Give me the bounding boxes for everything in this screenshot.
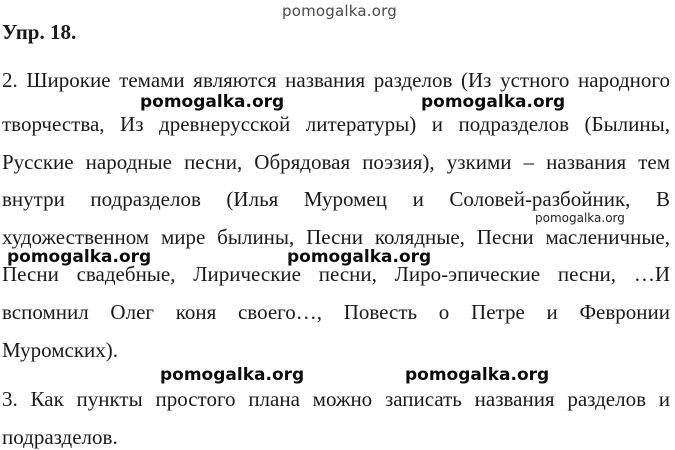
watermark-top: pomogalka.org bbox=[282, 2, 397, 20]
paragraph-2-line-1: 2. Широкие темами являются названия разделов (Из устного народного bbox=[2, 68, 670, 92]
paragraph-3-line-1: 3. Как пункты простого плана можно записать названия разделов и bbox=[2, 387, 670, 411]
watermark-left-1: pomogalka.org bbox=[140, 92, 285, 112]
paragraph-2-line-5: художественном мире былины, Песни колядные, Песни масленичные, bbox=[2, 225, 670, 249]
paragraph-2-line-4: внутри подразделов (Илья Муромец и Соловей-разбойник, В bbox=[2, 187, 670, 211]
watermark-right-1: pomogalka.org bbox=[421, 92, 566, 112]
exercise-heading: Упр. 18. bbox=[2, 20, 77, 44]
watermark-left-3: pomogalka.org bbox=[160, 365, 305, 385]
watermark-left-2: pomogalka.org bbox=[7, 247, 152, 267]
paragraph-3-line-2: подразделов. bbox=[2, 425, 118, 449]
paragraph-2-line-7: вспомнил Олег коня своего…, Повесть о Петре и Февронии bbox=[2, 300, 670, 324]
paragraph-2-line-8: Муромских). bbox=[2, 338, 119, 362]
paragraph-2-line-3: Русские народные песни, Обрядовая поэзия), узкими – названия тем bbox=[2, 150, 670, 174]
watermark-small-right: pomogalka.org bbox=[535, 211, 625, 225]
watermark-center-2: pomogalka.org bbox=[287, 247, 432, 267]
paragraph-2-line-2: творчества, Из древнерусской литературы) и подразделов (Былины, bbox=[2, 112, 670, 136]
paragraph-2-line-6: Песни свадебные, Лирические песни, Лиро-эпические песни, …И bbox=[2, 262, 670, 286]
watermark-right-3: pomogalka.org bbox=[405, 365, 550, 385]
